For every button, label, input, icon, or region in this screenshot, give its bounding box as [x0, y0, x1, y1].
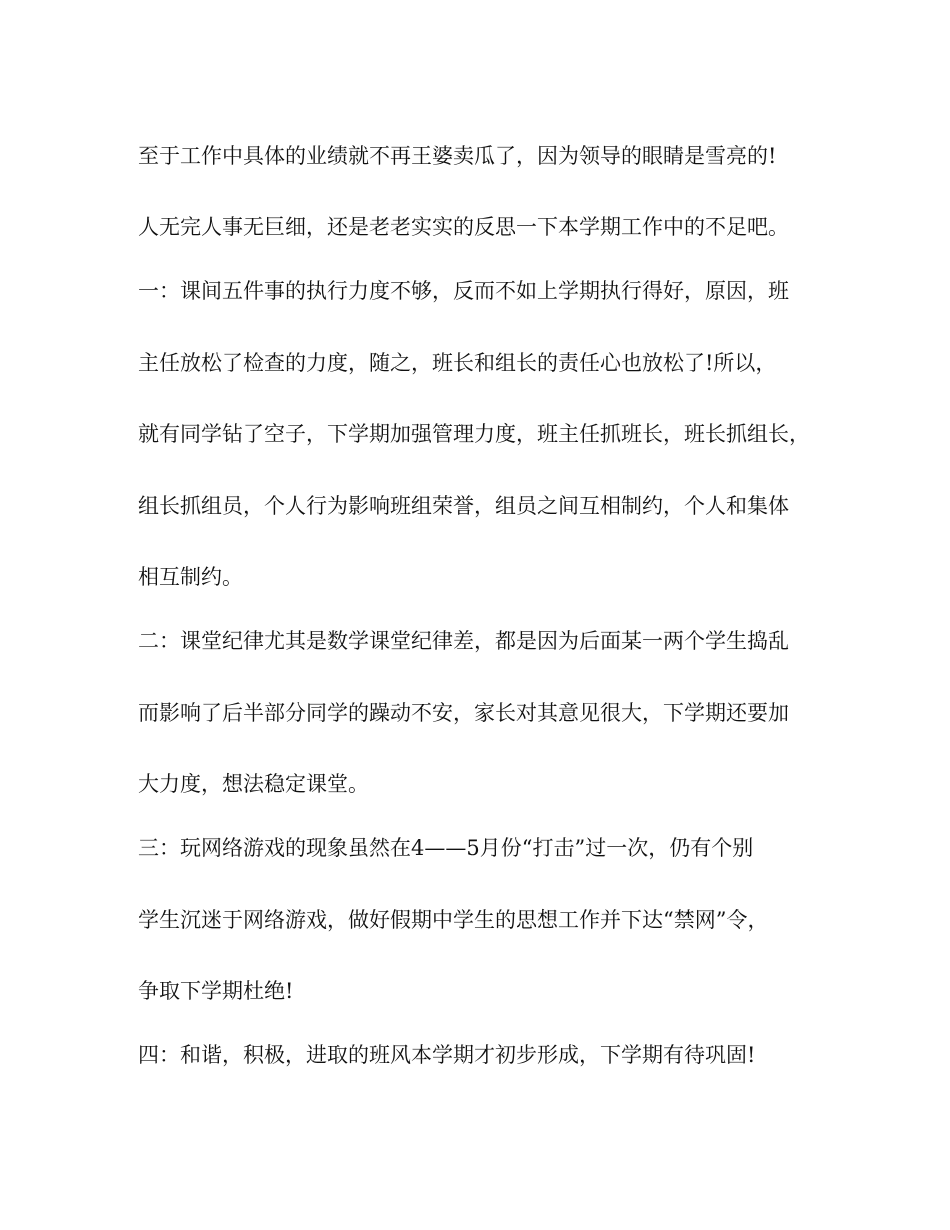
text-line: 一：课间五件事的执行力度不够，反而不如上学期执行得好，原因，班 [138, 279, 789, 303]
text-line: 三：玩网络游戏的现象虽然在4——5月份“打击”过一次，仍有个别 [138, 836, 754, 860]
text-line: 主任放松了检查的力度，随之，班长和组长的责任心也放松了!所以， [138, 351, 777, 375]
text-line: 相互制约。 [138, 565, 243, 589]
text-line: 学生沉迷于网络游戏，做好假期中学生的思想工作并下达“禁网”令， [138, 908, 769, 932]
text-line: 就有同学钻了空子，下学期加强管理力度，班主任抓班长，班长抓组长， [138, 422, 810, 446]
text-line: 四：和谐，积极，进取的班风本学期才初步形成，下学期有待巩固! [138, 1043, 756, 1067]
text-line: 至于工作中具体的业绩就不再王婆卖瓜了，因为领导的眼睛是雪亮的! [138, 144, 777, 168]
text-line: 二：课堂纪律尤其是数学课堂纪律差，都是因为后面某一两个学生捣乱 [138, 629, 789, 653]
text-line: 人无完人事无巨细，还是老老实实的反思一下本学期工作中的不足吧。 [138, 215, 789, 239]
text-line: 组长抓组员，个人行为影响班组荣誉，组员之间互相制约，个人和集体 [138, 494, 789, 518]
text-line: 而影响了后半部分同学的躁动不安，家长对其意见很大，下学期还要加 [138, 701, 789, 725]
text-line: 争取下学期杜绝! [138, 979, 294, 1003]
text-line: 大力度，想法稳定课堂。 [138, 772, 369, 796]
